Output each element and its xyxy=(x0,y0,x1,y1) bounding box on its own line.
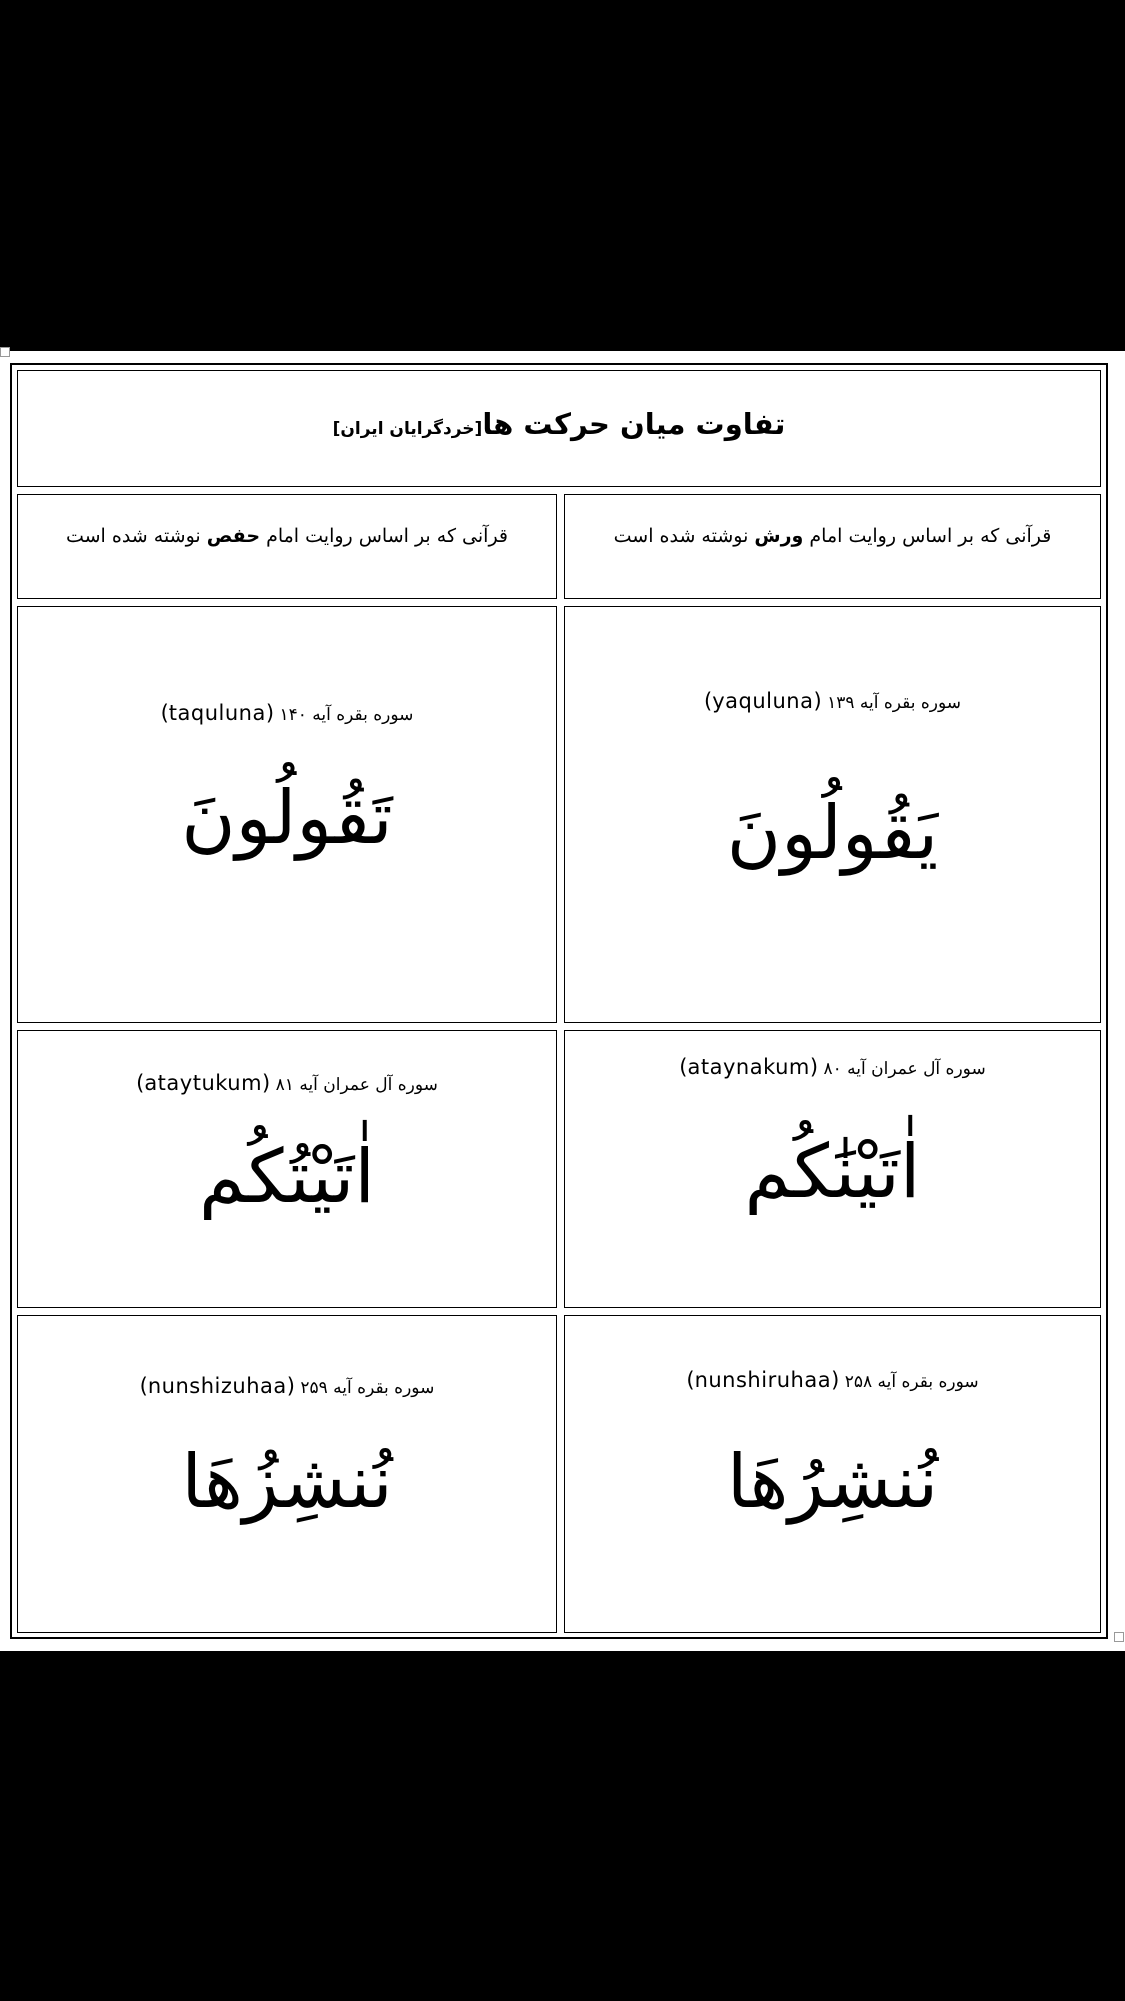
row3-hafs-translit: (nunshizuhaa) xyxy=(139,1374,295,1398)
row3-warsh-word: نُنشِرُهَا xyxy=(726,1439,939,1525)
table-resize-handle-top[interactable] xyxy=(0,347,10,357)
row3-hafs-reference: سوره بقره آیه ۲۵۹ xyxy=(300,1378,435,1398)
header-warsh-cell xyxy=(564,494,1101,599)
row2-hafs-reference: سوره آل عمران آیه ۸۱ xyxy=(275,1075,438,1095)
row2-warsh-translit: (ataynakum) xyxy=(679,1055,819,1079)
row2-hafs-word: اٰتَيْتُكُم xyxy=(199,1134,375,1220)
document-page xyxy=(0,351,1125,1651)
row3-warsh-reference: سوره بقره آیه ۲۵۸ xyxy=(844,1372,979,1392)
row2-warsh-caption xyxy=(565,1055,1100,1079)
row3-warsh-caption xyxy=(565,1368,1100,1392)
header-warsh-after: نوشته شده است xyxy=(613,525,755,547)
row1-warsh-reference: سوره بقره آیه ۱۳۹ xyxy=(827,693,962,713)
row1-warsh-cell xyxy=(564,606,1101,1023)
header-warsh-before: قرآنی که بر اساس روایت امام xyxy=(803,525,1052,547)
header-warsh xyxy=(565,525,1100,547)
row1-hafs-translit: (taquluna) xyxy=(160,701,275,725)
header-warsh-name: ورش xyxy=(754,525,804,547)
table-title xyxy=(18,407,1100,441)
row2-warsh-word: اٰتَيْنَٰكُم xyxy=(744,1129,921,1215)
table-title-cell xyxy=(17,370,1101,487)
row1-hafs-word: تَقُولُونَ xyxy=(181,775,393,861)
header-hafs-cell xyxy=(17,494,557,599)
header-hafs-after: نوشته شده است xyxy=(65,525,207,547)
row3-warsh-translit: (nunshiruhaa) xyxy=(686,1368,840,1392)
header-hafs-before: قرآنی که بر اساس روایت امام xyxy=(260,525,509,547)
row1-warsh-caption xyxy=(565,689,1100,713)
title-suffix: [خردگرایان ایران] xyxy=(332,419,483,439)
row1-warsh-word: يَقُولُونَ xyxy=(726,790,939,876)
row3-warsh-cell xyxy=(564,1315,1101,1633)
row3-hafs-cell xyxy=(17,1315,557,1633)
table-resize-handle-bottom[interactable] xyxy=(1114,1632,1124,1642)
row2-warsh-cell xyxy=(564,1030,1101,1308)
title-main: تفاوت میان حرکت ها xyxy=(482,407,786,441)
header-hafs-name: حفص xyxy=(206,525,261,547)
row2-warsh-reference: سوره آل عمران آیه ۸۰ xyxy=(823,1059,986,1079)
row1-hafs-caption xyxy=(18,701,556,725)
row1-warsh-translit: (yaquluna) xyxy=(703,689,822,713)
row3-hafs-caption xyxy=(18,1374,556,1398)
row1-hafs-cell xyxy=(17,606,557,1023)
row3-hafs-word: نُنشِزُهَا xyxy=(181,1439,393,1525)
row2-hafs-caption xyxy=(18,1071,556,1095)
header-hafs xyxy=(18,525,556,547)
row2-hafs-cell xyxy=(17,1030,557,1308)
row1-hafs-reference: سوره بقره آیه ۱۴۰ xyxy=(279,705,414,725)
row2-hafs-translit: (ataytukum) xyxy=(136,1071,271,1095)
comparison-table xyxy=(10,363,1108,1639)
